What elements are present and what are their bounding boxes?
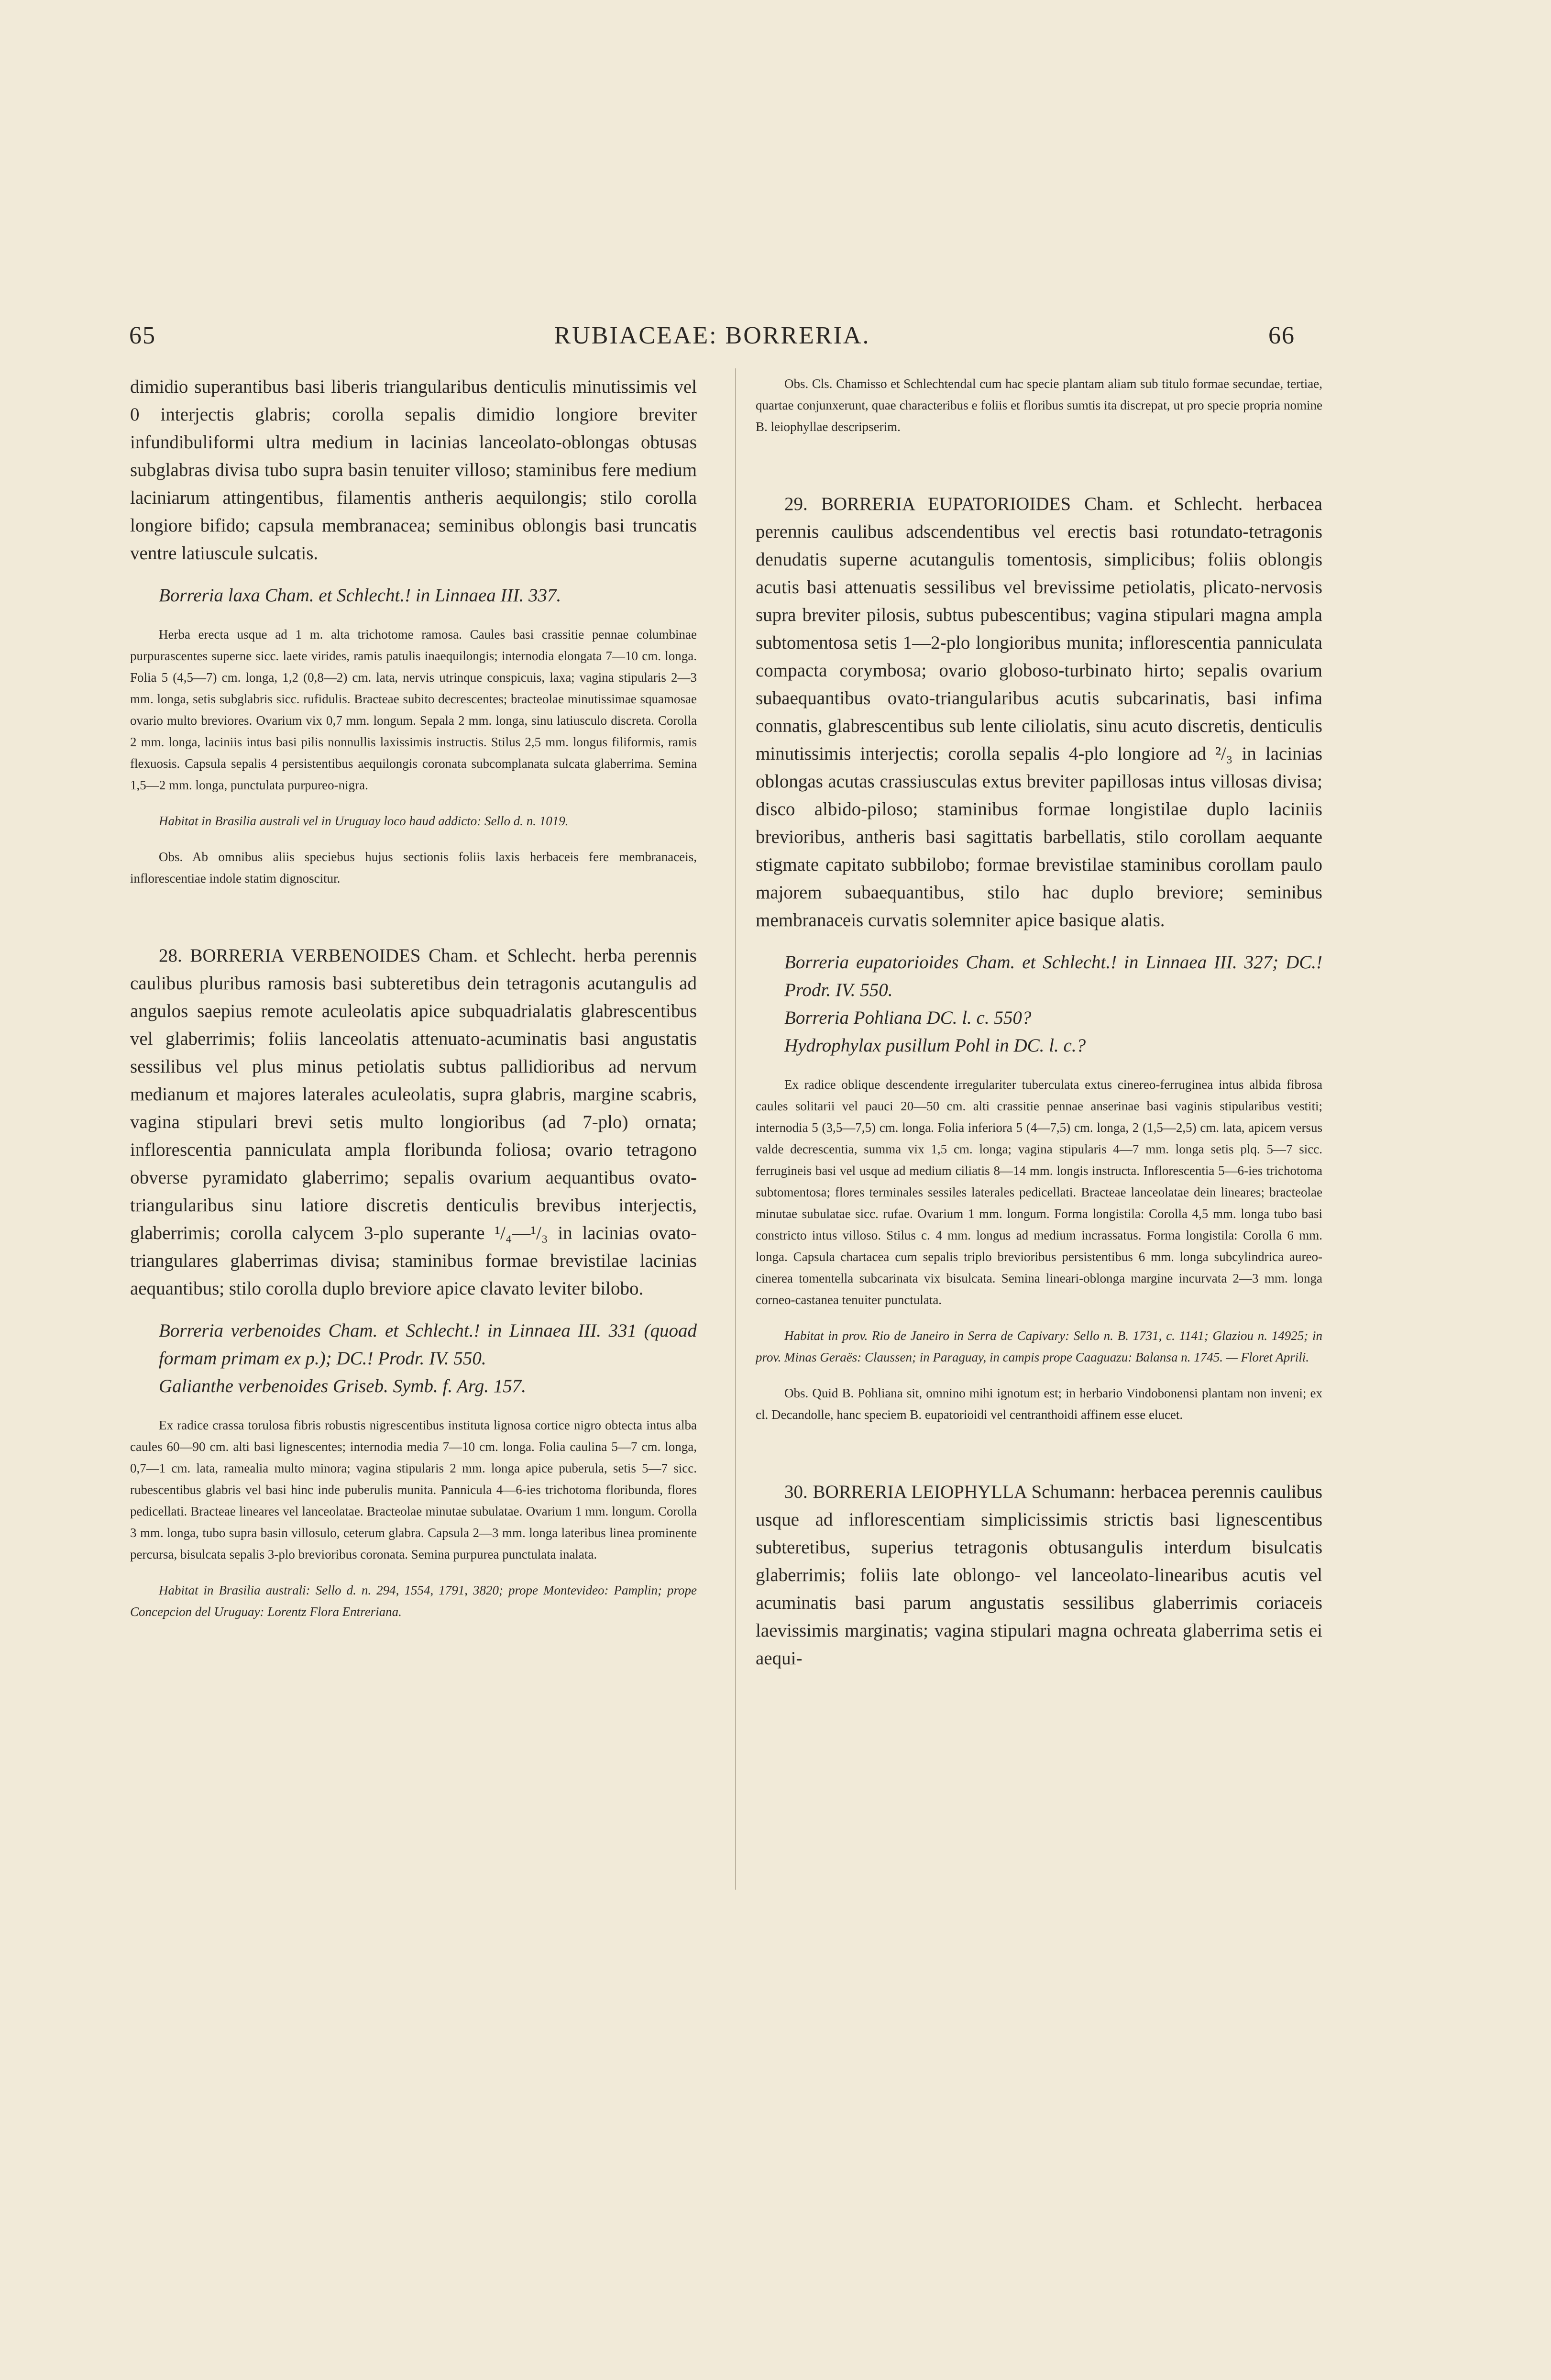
description: Herba erecta usque ad 1 m. alta trichotome ramosa. Caules basi crassitie pennae columbinae purpurascentes superne sicc. laete virides, ramis patulis inaequilongis; internodia elongata 7—10 cm. longa. Folia 5 (4,5—7) cm. longa, 1,2 (0,8—2) cm. lata, nervis utrinque conspicuis, laxa; vagina stipularis 2—3 mm. longa, setis subglabris sicc. rufidulis. Bracteae subito decrescentes; bracteolae minutissimae squamosae ovario multo breviores. Ovarium vix 0,7 mm. longum. Sepala 2 mm. longa, sinu latiusculo discreta. Corolla 2 mm. longa, laciniis intus basi pilis nonnullis laxissimis instructis. Stilus 2,5 mm. longus filiformis, ramis flexuosis. Capsula sepalis 4 persistentibus aequilongis coronata subcomplanata sulcata glaberrima. Semina 1,5—2 mm. longa, punctulata purpureo-nigra. xyxy=(130,627,697,792)
habitat: Habitat in Brasilia australi: Sello d. n. 294, 1554, 1791, 3820; prope Montevideo: Pamplin; prope Concepcion del Uruguay: Lorentz Flora Entreriana. xyxy=(130,1583,697,1619)
species-28-diagnosis: 28. BORRERIA VERBENOIDES Cham. et Schlecht. herba perennis caulibus pluribus ramosis basi subteretibus dein tetragonis acutangulis ad angulos saepius remote aculeolatis apice subquadrialatis glabrescentibus vel glaberrimis; foliis lanceolatis attenuato-acuminatis basi angustatis sessilibus vel plus minus petiolatis subtus pallidioribus ad nervum medianum et majores laterales aculeolatis, supra glabris, margine scabris, vagina stipulari brevi setis multo longioribus (ad 7-plo) ornata; inflorescentia panniculata ampla floribunda foliosa; ovario tetragono obverse pyramidato glaberrimo; sepalis ovarium aequantibus ovato-triangularibus sinu latiore discretis denticulis brevibus interjectis, glaberrimis; corolla calycem 3-plo superante ¹/₄—¹/₃ in lacinias ovato-triangulares glaberrimas divisa; staminibus formae brevistilae lacinias aequantibus; stilo corolla duplo breviore apice clavato leviter bilobo. xyxy=(130,945,697,1299)
citation: Borreria laxa Cham. et Schlecht.! in Linnaea III. 337. xyxy=(159,585,561,606)
description: Ex radice crassa torulosa fibris robustis nigrescentibus instituta lignosa cortice nigro obtecta intus alba caules 60—90 cm. alti basi lignescentes; internodia media 7—10 cm. longa. Folia caulina 5—7 cm. longa, 0,7—1 cm. lata, ramealia multo minora; vagina stipularis 2 mm. longa apice puberula, setis 5—7 sicc. rubescentibus glabris vel basi hinc inde puberulis munita. Pannicula 4—6-ies trichotoma floribunda, flores pedicellati. Bracteae lineares vel lanceolatae. Bracteolae minutae subulatae. Ovarium 1 mm. longum. Corolla 3 mm. longa, tubo supra basin villosulo, ceterum glabra. Capsula 2—3 mm. longa lateribus linea prominente percursa, bisulcata sepalis 3-plo brevioribus coronata. Semina purpurea punctulata inalata. xyxy=(130,1418,697,1561)
right-page-number: 66 xyxy=(1268,322,1295,349)
page-header xyxy=(129,321,1295,365)
left-column xyxy=(130,373,697,1623)
citation: Hydrophylax pusillum Pohl in DC. l. c.? xyxy=(784,1035,1086,1056)
citation: Borreria Pohliana DC. l. c. 550? xyxy=(784,1007,1032,1028)
observation: Obs. Quid B. Pohliana sit, omnino mihi ignotum est; in herbario Vindobonensi plantam non inveni; ex cl. Decandolle, hanc speciem B. eupatorioidi vel centranthoidi affinem esse elucet. xyxy=(756,1386,1322,1422)
column-divider xyxy=(735,368,736,1890)
paragraph-continued: dimidio superantibus basi liberis triangularibus denticulis minutissimis vel 0 interjectis glabris; corolla sepalis dimidio longiore breviter infundibuliformi ultra medium in lacinias lanceolato-oblongas obtusas subglabras divisa tubo supra basin tenuiter villoso; staminibus fere medium laciniarum attingentibus, filamentis antheris aequilongis; stilo corolla longiore bifido; capsula membranacea; seminibus oblongis basi truncatis ventre latiuscule sulcatis. xyxy=(130,376,697,564)
observation: Obs. Ab omnibus aliis speciebus hujus sectionis foliis laxis herbaceis fere membranaceis, inflorescentiae indole statim dignoscitur. xyxy=(130,850,697,886)
citation: Borreria verbenoides Cham. et Schlecht.! in Linnaea III. 331 (quoad formam primam ex p.); DC.! Prodr. IV. 550. xyxy=(159,1320,697,1369)
habitat: Habitat in prov. Rio de Janeiro in Serra de Capivary: Sello n. B. 1731, c. 1141; Glaziou n. 14925; in prov. Minas Geraës: Claussen; in Paraguay, in campis prope Caaguazu: Balansa n. 1745. — Floret Aprili. xyxy=(756,1328,1322,1364)
species-30-diagnosis: 30. BORRERIA LEIOPHYLLA Schumann: herbacea perennis caulibus usque ad inflorescentiam simplicissimis strictis basi lignescentibus subteretibus, superius tetragonis obtusangulis interdum bisulcatis glaberrimis; foliis late oblongo- vel lanceolato-linearibus acutis vel acuminatis basi parum angustatis sessilibus glaberrimis coriaceis laevissimis marginatis; vagina stipulari magna ochreata glaberrima setis ei aequi- xyxy=(756,1482,1322,1669)
right-column xyxy=(756,373,1322,1672)
citation: Galianthe verbenoides Griseb. Symb. f. Arg. 157. xyxy=(159,1376,526,1396)
habitat: Habitat in Brasilia australi vel in Uruguay loco haud addicto: Sello d. n. 1019. xyxy=(159,814,569,828)
citation: Borreria eupatorioides Cham. et Schlecht.! in Linnaea III. 327; DC.! Prodr. IV. 550. xyxy=(784,952,1322,1000)
observation: Obs. Cls. Chamisso et Schlechtendal cum hac specie plantam aliam sub titulo formae secundae, tertiae, quartae conjunxerunt, quae characteribus e foliis et floribus sumtis ita discrepat, ut pro specie propria nomine B. leiophyllae descripserim. xyxy=(756,376,1322,434)
description: Ex radice oblique descendente irregulariter tuberculata extus cinereo-ferruginea intus albida fibrosa caules solitarii vel pauci 20—50 cm. alti crassitie pennae anserinae basi vaginis stipularibus vestiti; internodia 5 (3,5—7,5) cm. longa. Folia inferiora 5 (4—7,5) cm. longa, 2 (1,5—2,5) cm. lata, apicem versus valde decrescentia, summa vix 1,5 cm. longa; vagina stipularis 4—7 mm. longa setis plq. 5—7 sicc. ferrugineis basi vel usque ad medium ciliatis 8—14 mm. longis instructa. Inflorescentia 5—6-ies trichotoma subtomentosa; flores terminales sessiles laterales pedicellati. Bracteae lanceolatae dein lineares; bracteolae minutae subulatae sicc. rufae. Ovarium 1 mm. longum. Forma longistila: Corolla 4,5 mm. longa tubo basi constricto intus villoso. Stilus c. 4 mm. longus ad medium incrassatus. Forma longistila: Corolla 6 mm. longa. Capsula chartacea cum sepalis triplo brevioribus persistentibus 6 mm. longa subcylindrica aureo-cinerea tomentella subcarinata vix bisulcata. Semina lineari-oblonga margine incurvata 2—3 mm. longa corneo-castanea tenuiter punctulata. xyxy=(756,1077,1322,1307)
species-29-diagnosis: 29. BORRERIA EUPATORIOIDES Cham. et Schlecht. herbacea perennis caulibus adscendentibus vel erectis basi rotundato-tetragonis denudatis superne acutangulis tomentosis, simplicibus; foliis oblongis acutis basi attenuatis sessilibus vel brevissime petiolatis, plicato-nervosis supra breviter pilosis, subtus pubescentibus; vagina stipulari magna ampla subtomentosa setis 1—2-plo longioribus munita; inflorescentia panniculata compacta corymbosa; ovario globoso-turbinato hirto; sepalis ovarium subaequantibus ovato-triangularibus acutis subcarinatis, basi infima connatis, glabrescentibus sub lente ciliolatis, sinu acuto discretis, denticulis minutissimis interjectis; corolla sepalis 4-plo longiore ad ²/₃ in lacinias oblongas acutas crassiusculas extus breviter papillosas intus villosas divisa; disco albido-piloso; staminibus formae longistilae duplo laciniis brevioribus, antheris basi sagittatis barbellatis, stilo corollam aequante stigmate capitato subbilobo; formae brevistilae staminibus corollam paulo majorem subaequantibus, stilo hac duplo breviore; seminibus membranaceis curvatis solemniter apice basique alatis. xyxy=(756,494,1322,930)
left-page-number: 65 xyxy=(129,322,156,349)
running-title: RUBIACEAE: BORRERIA. xyxy=(554,322,870,349)
